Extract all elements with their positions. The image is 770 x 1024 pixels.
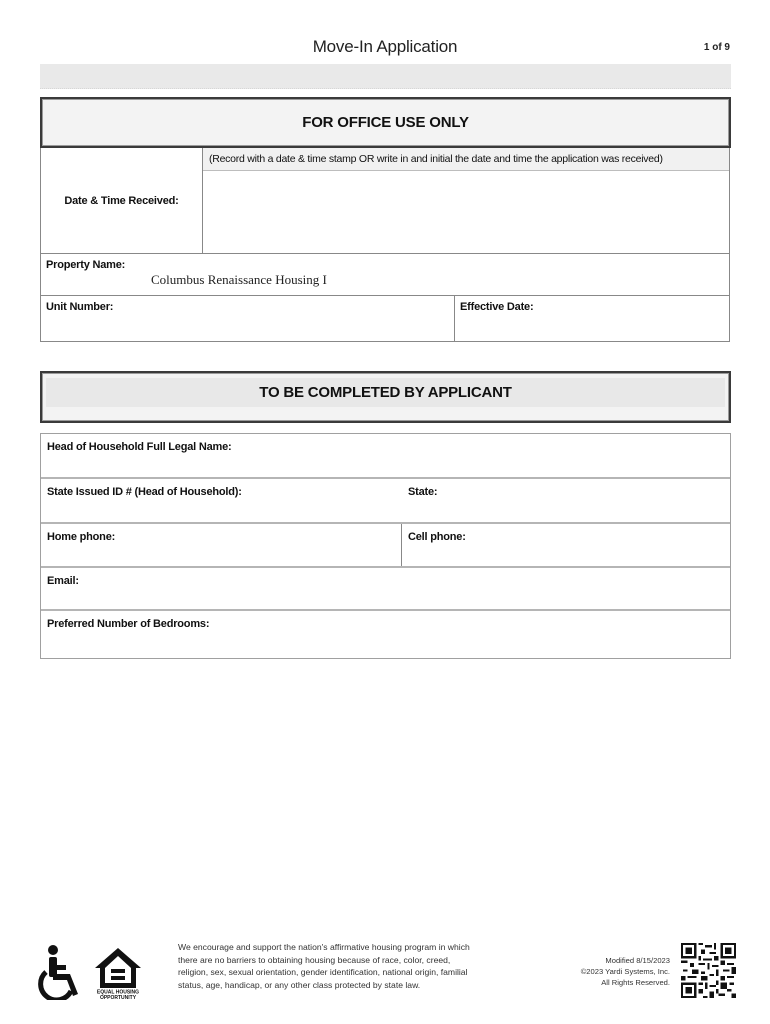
- state-id-row: [41, 479, 730, 524]
- cell-phone-label: Cell phone:: [408, 531, 466, 543]
- date-time-received-field[interactable]: [203, 171, 729, 253]
- property-name-field[interactable]: Columbus Renaissance Housing I: [151, 272, 327, 287]
- bedrooms-label: Preferred Number of Bedrooms:: [47, 618, 210, 630]
- applicant-heading-text: TO BE COMPLETED BY APPLICANT: [259, 383, 512, 401]
- fair-housing-disclaimer: We encourage and support the nation's affirmative housing program in which there are no barriers to obtaining housing because of race, color, creed, religion, sex, sexual orientation, gender identification, national origin, familial status, age, handicap, or any other class protected by state law.: [178, 942, 470, 990]
- date-time-note: (Record with a date & time stamp OR write in and initial the date and time the application was received): [203, 148, 729, 171]
- unit-number-label: Unit Number:: [46, 301, 114, 313]
- date-time-label: Date & Time Received:: [64, 194, 179, 207]
- equal-housing-opportunity-icon: [93, 946, 143, 1000]
- email-label: Email:: [47, 575, 79, 587]
- svg-text:EQUAL HOUSING: EQUAL HOUSING: [96, 989, 140, 996]
- date-time-label-cell: [41, 148, 203, 253]
- modified-date: Modified 8/15/2023: [605, 956, 670, 965]
- effective-date-field[interactable]: [455, 316, 729, 341]
- cell-phone-field[interactable]: [402, 544, 730, 566]
- wheelchair-accessibility-icon: [38, 944, 82, 1000]
- applicant-table: [40, 433, 731, 659]
- home-phone-label: Home phone:: [47, 531, 116, 543]
- full-name-field[interactable]: [41, 434, 730, 479]
- divider: [41, 253, 729, 254]
- header-bar: [40, 64, 731, 89]
- rights-reserved: All Rights Reserved.: [601, 978, 670, 988]
- unit-number-field[interactable]: [41, 316, 453, 341]
- state-id-label: State Issued ID # (Head of Household):: [47, 486, 242, 498]
- state-field[interactable]: [402, 499, 730, 521]
- state-id-field[interactable]: [41, 499, 401, 521]
- page-indicator: 1 of 9: [703, 42, 730, 53]
- state-label: State:: [408, 486, 438, 498]
- divider: [41, 295, 729, 296]
- home-phone-field[interactable]: [41, 544, 401, 566]
- modified-info: [560, 955, 670, 989]
- property-name-label: Property Name:: [46, 259, 126, 271]
- qr-code: [681, 943, 736, 998]
- office-use-heading-text: FOR OFFICE USE ONLY: [302, 114, 469, 131]
- full-name-label: Head of Household Full Legal Name:: [47, 441, 232, 453]
- svg-text:OPPORTUNITY: OPPORTUNITY: [99, 995, 137, 1000]
- bedrooms-field[interactable]: [41, 611, 730, 658]
- email-field[interactable]: [41, 568, 730, 611]
- copyright: ©2023 Yardi Systems, Inc.: [580, 967, 670, 977]
- phone-row: [41, 524, 730, 568]
- document-title: Move-In Application: [312, 37, 458, 56]
- office-use-table: [40, 148, 730, 342]
- office-use-heading: [40, 97, 731, 148]
- applicant-heading: [40, 371, 731, 423]
- effective-date-label: Effective Date:: [460, 301, 534, 313]
